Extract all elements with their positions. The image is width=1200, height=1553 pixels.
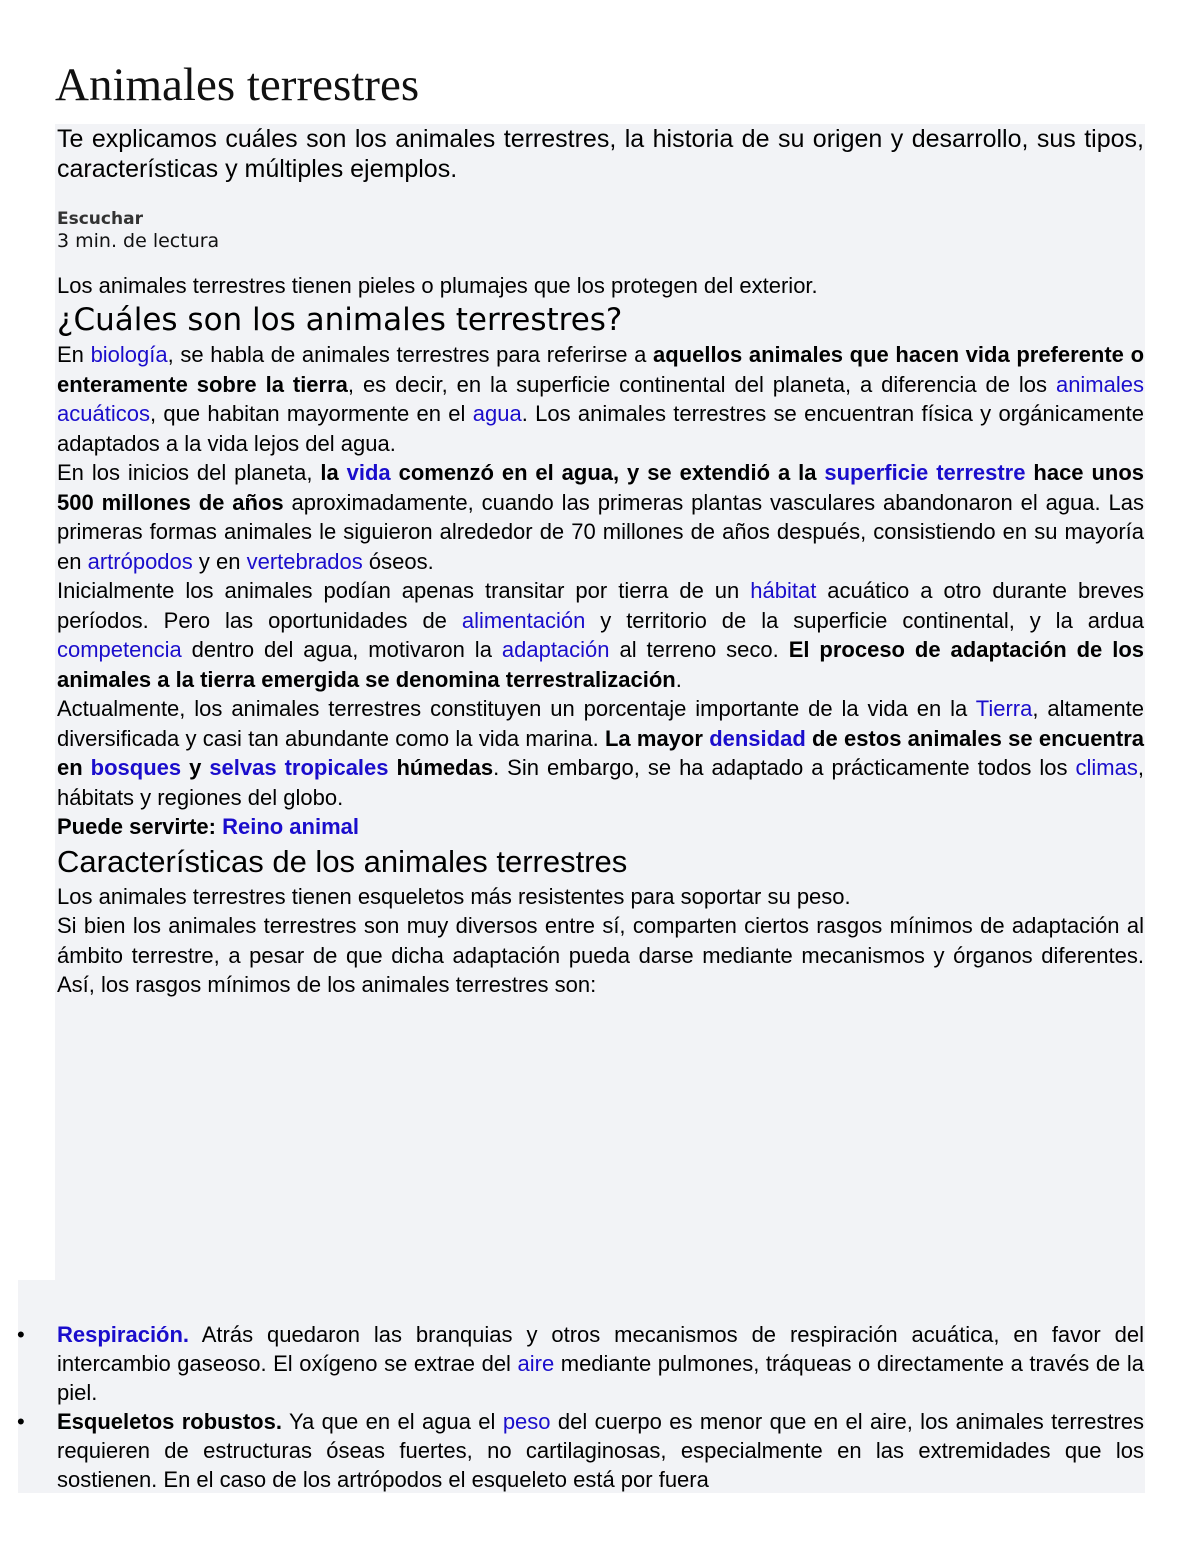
paragraph-today: Actualmente, los animales terrestres constituyen un porcentaje importante de la vida en la Tierra, altamente diversificada y casi tan abundante como la vida marina. La mayor densidad de estos animales se encuentra en bosques y selvas tropicales húmedas. Sin embargo, se ha adaptado a prácticamente todos los climas, hábitats y regiones del globo. xyxy=(57,696,1144,810)
paragraph-origin: En los inicios del planeta, la vida comenzó en el agua, y se extendió a la superficie terrestre hace unos 500 millones de años aproximadamente, cuando las primeras plantas vasculares abandonaron el agua. Las primeras formas animales le siguieron alrededor de 70 millones de años después, consistiendo en su mayoría en artrópodos y en vertebrados óseos. xyxy=(57,460,1145,574)
paragraph-traits-intro: Si bien los animales terrestres son muy diversos entre sí, comparten ciertos rasgos mínimos de adaptación al ámbito terrestre, a pesar de que dicha adaptación pueda darse mediante mecanismos y órganos diferentes. Así, los rasgos mínimos de los animales terrestres son: xyxy=(57,913,1144,997)
link-superficie-terrestre[interactable]: superficie terrestre xyxy=(824,460,1026,485)
link-competencia[interactable]: competencia xyxy=(57,637,182,662)
page-title: Animales terrestres xyxy=(55,59,420,111)
link-selvas-tropicales[interactable]: selvas tropicales xyxy=(209,755,389,780)
link-vertebrados[interactable]: vertebrados xyxy=(246,548,363,574)
link-habitat[interactable]: hábitat xyxy=(750,578,817,603)
intro-text: Te explicamos cuáles son los animales terrestres, la historia de su origen y desarrollo, sus tipos, características y múltiples ejemplos. xyxy=(57,125,1144,183)
link-animales-acuaticos[interactable]: animales acuáticos xyxy=(57,371,1144,426)
link-aire[interactable]: aire xyxy=(517,1351,555,1376)
reading-time: 3 min. de lectura xyxy=(57,230,220,252)
bullet-icon: • xyxy=(17,1409,25,1434)
article-meta xyxy=(57,208,1144,252)
link-alimentacion[interactable]: alimentación xyxy=(461,607,586,633)
link-tierra[interactable]: Tierra xyxy=(975,696,1033,721)
article-body xyxy=(57,124,1144,1000)
paragraph-definition: En biología, se habla de animales terrestres para referirse a aquellos animales que hacen vida preferente o enteramente sobre la tierra, es decir, en la superficie continental del planeta, a diferencia de los animales acuáticos, que habitan mayormente en el agua. Los animales terrestres se encuentran física y orgánicamente adaptados a la vida lejos del agua. xyxy=(57,342,1145,456)
list-item: • Respiración. Atrás quedaron las branquias y otros mecanismos de respiración acuática, en favor del intercambio gaseoso. El oxígeno se extrae del aire mediante pulmones, tráqueas o directamente a través de la piel. xyxy=(17,1322,1144,1405)
image-caption-2: Los animales terrestres tienen esqueletos más resistentes para soportar su peso. xyxy=(57,883,851,909)
link-climas[interactable]: climas xyxy=(1075,755,1138,780)
list-item: • Esqueletos robustos. Ya que en el agua el peso del cuerpo es menor que en el aire, los animales terrestres requieren de estructuras óseas fuertes, no cartilaginosas, especialmente en las extremidades que los sostienen. En el caso de los artrópodos el esqueleto está por fuera xyxy=(17,1409,1144,1492)
link-bosques[interactable]: bosques xyxy=(90,755,182,780)
link-agua[interactable]: agua xyxy=(472,401,522,426)
bullet-icon: • xyxy=(17,1322,25,1347)
paragraph-terrestralization: Inicialmente los animales podían apenas transitar por tierra de un hábitat acuático a otro durante breves períodos. Pero las oportunidades de alimentación y territorio de la superficie continental, y la ardua competencia dentro del agua, motivaron la adaptación al terreno seco. El proceso de adaptación de los animales a la tierra emergida se denomina terrestralización. xyxy=(57,578,1144,692)
link-artropodos[interactable]: artrópodos xyxy=(87,548,193,574)
link-respiracion[interactable]: Respiración. xyxy=(57,1322,190,1347)
section-heading-what: ¿Cuáles son los animales terrestres? xyxy=(57,302,623,338)
see-also: Puede servirte: Reino animal xyxy=(57,814,359,839)
link-adaptacion[interactable]: adaptación xyxy=(501,637,610,662)
section-heading-characteristics: Características de los animales terrestres xyxy=(57,843,628,879)
link-vida[interactable]: vida xyxy=(346,460,391,485)
traits-list xyxy=(17,1320,1144,1494)
image-caption: Los animales terrestres tienen pieles o plumajes que los protegen del exterior. xyxy=(57,273,818,298)
link-biologia[interactable]: biología xyxy=(90,342,168,367)
link-peso[interactable]: peso xyxy=(502,1409,551,1434)
link-reino-animal[interactable]: Reino animal xyxy=(222,814,359,839)
listen-button[interactable]: Escuchar xyxy=(57,209,143,229)
link-densidad[interactable]: densidad xyxy=(709,725,806,751)
